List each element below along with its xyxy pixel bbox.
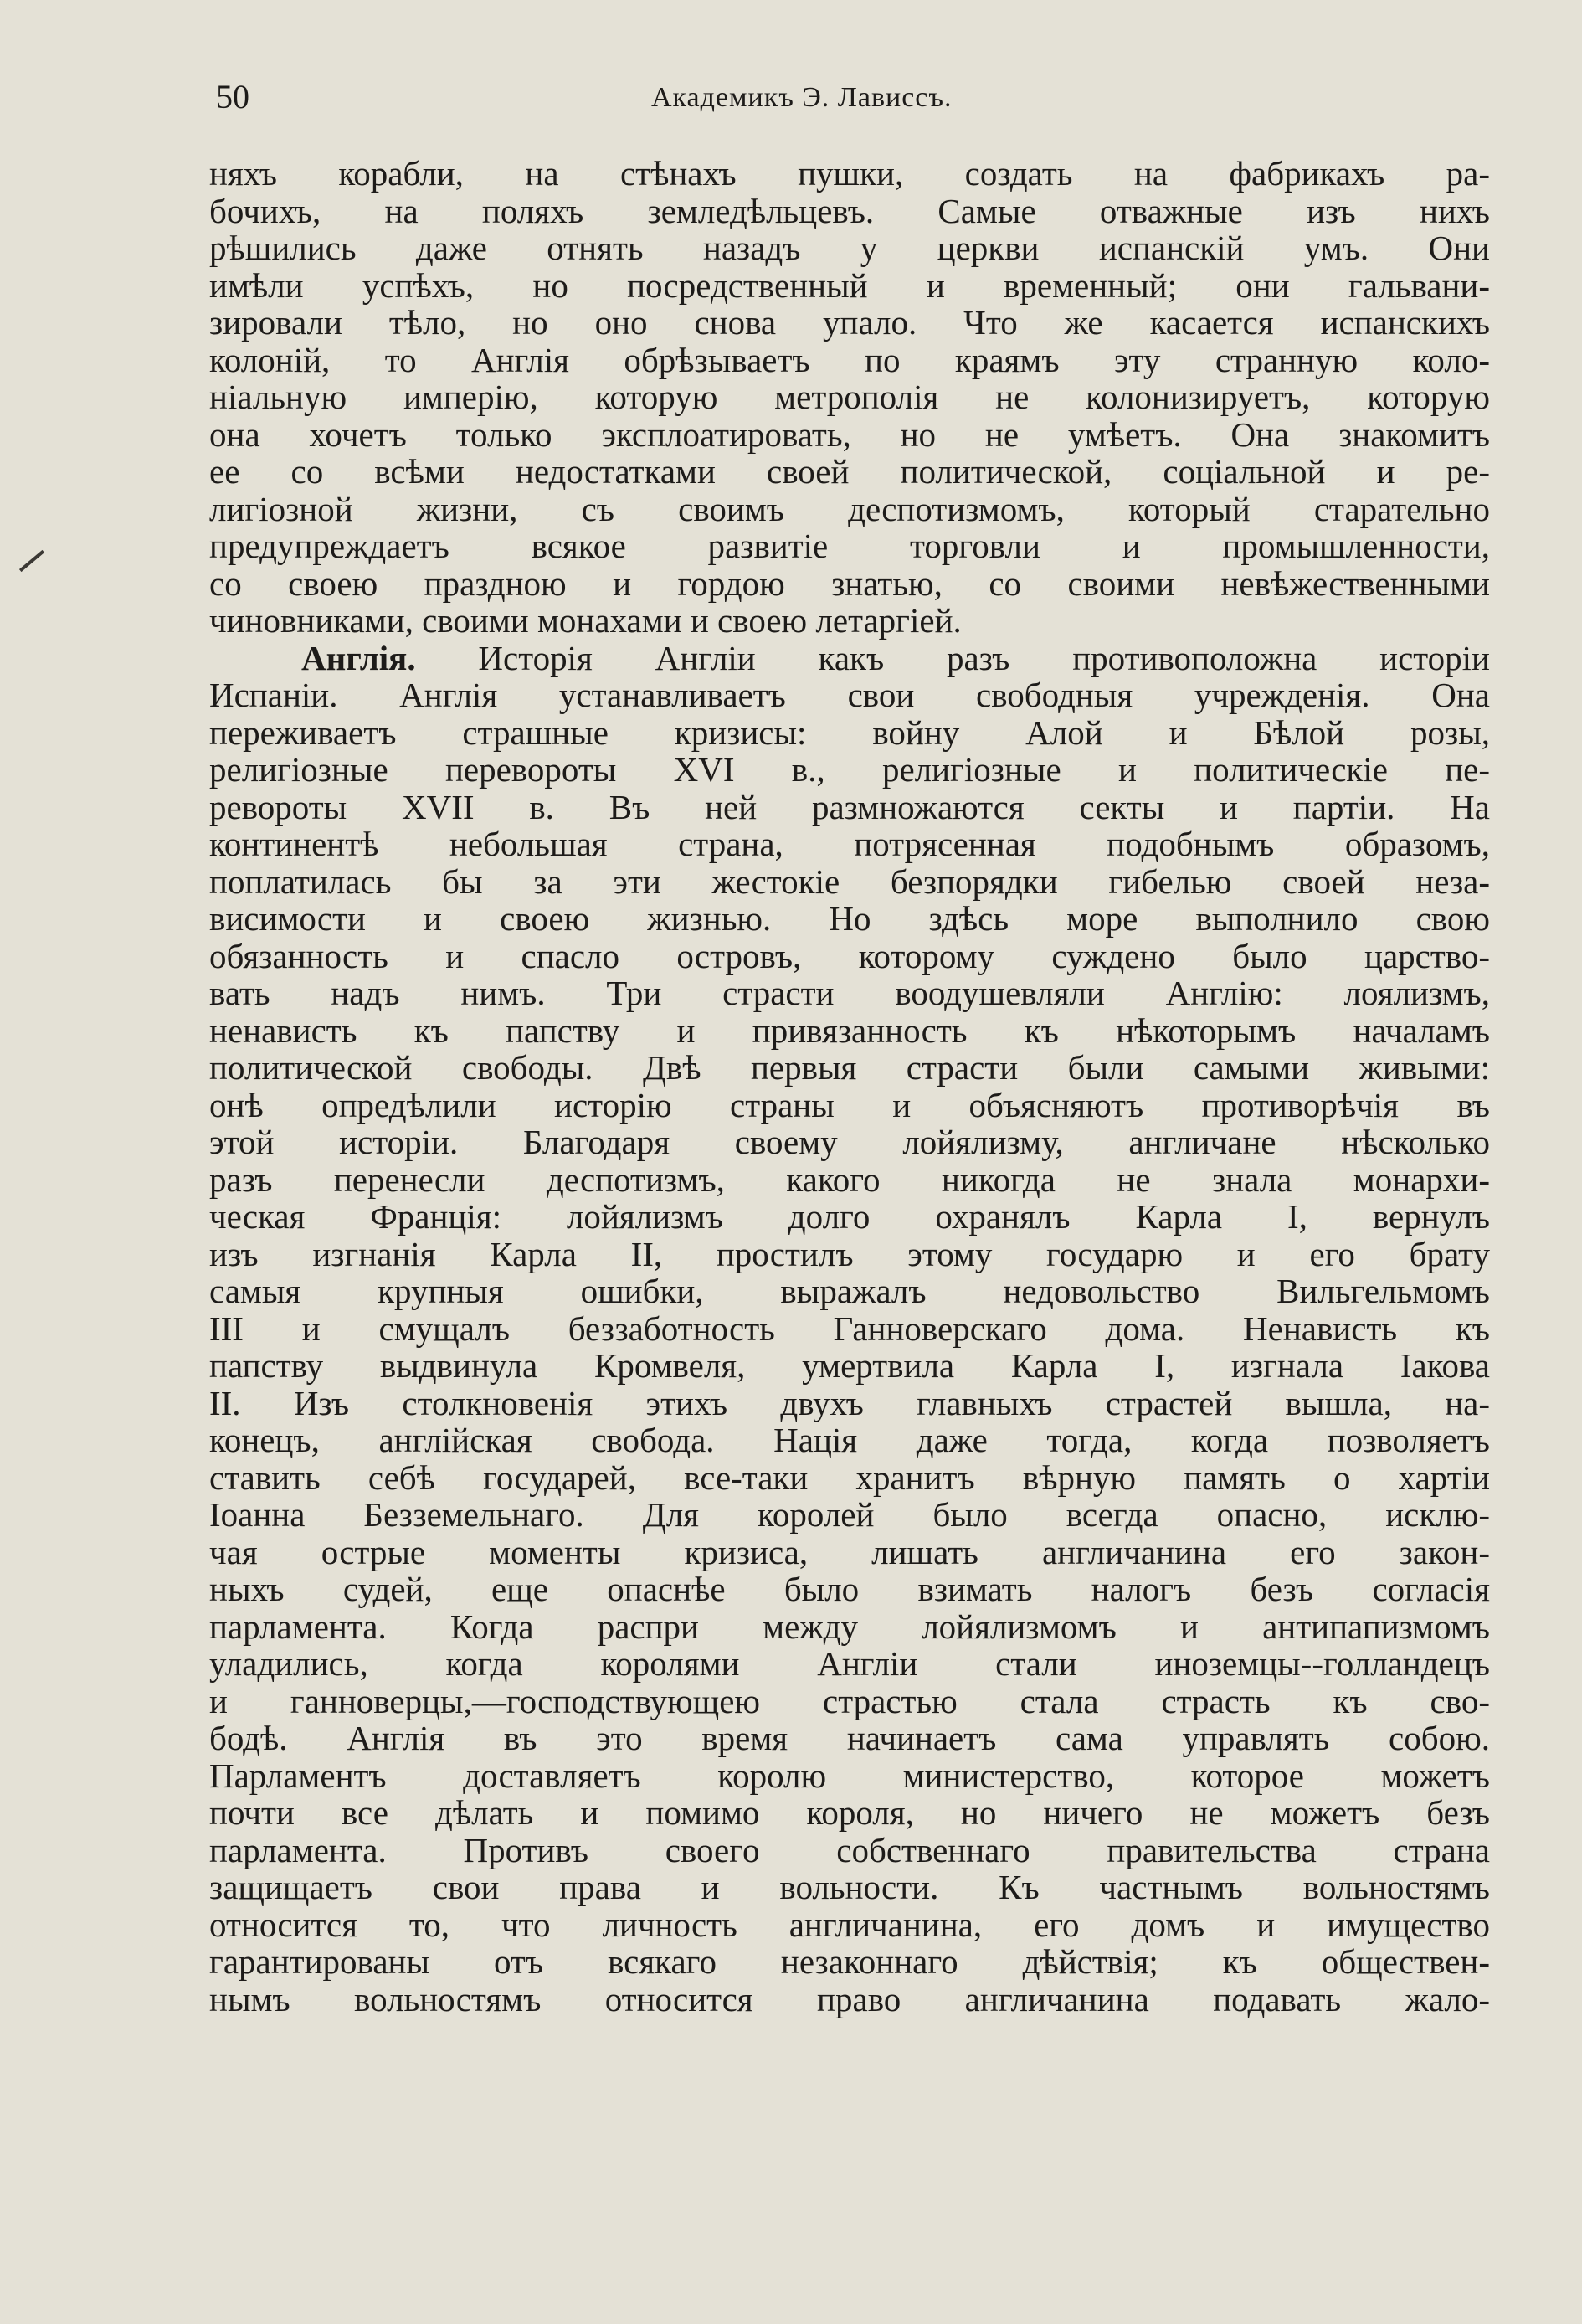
- text-line: предупреждаетъ всякое развитіе торговли и промышленности,: [209, 527, 1490, 565]
- margin-pencil-mark: [19, 550, 44, 572]
- text-line: папству выдвинула Кромвеля, умертвила Карла I, изгнала Іакова: [209, 1346, 1490, 1385]
- text-line: со своею праздною и гордою знатью, со своими невѣжественными: [209, 563, 1490, 603]
- text-line: ревороты XVII в. Въ ней размножаются секты и партіи. На: [209, 787, 1490, 826]
- text-line: разъ перенесли деспотизмъ, какого никогда не знала монархи-: [209, 1159, 1490, 1199]
- text-line: рѣшились даже отнять назадъ у церкви испанскій умъ. Они: [209, 229, 1490, 267]
- text-line: уладились, когда королями Англіи стали иноземцы--голландецъ: [209, 1644, 1490, 1683]
- text-line: няхъ корабли, на стѣнахъ пушки, создать на фабрикахъ ра-: [209, 154, 1490, 193]
- text-line: Іоанна Безземельнаго. Для королей было всегда опасно, исклю-: [209, 1495, 1490, 1534]
- body-text: [209, 155, 1490, 2018]
- text-line: ніальную имперію, которую метрополія не колонизируетъ, которую: [209, 378, 1490, 416]
- text-line: поплатилась бы за эти жестокіе безпорядки гибелью своей неза-: [209, 861, 1490, 901]
- text-line: имѣли успѣхъ, но посредственный и временный; они гальвани-: [209, 265, 1490, 305]
- text-line: переживаетъ страшные кризисы: войну Алой и Бѣлой розы,: [209, 712, 1490, 752]
- text-line: ненависть къ папству и привязанность къ нѣкоторымъ началамъ: [209, 1010, 1490, 1050]
- text-line: зировали тѣло, но оно снова упало. Что же касается испанскихъ: [209, 303, 1490, 342]
- text-line: Испаніи. Англія устанавливаетъ свои свободныя учрежденія. Она: [209, 676, 1490, 714]
- text-line: чиновниками, своими монахами и своею летаргіей.: [209, 601, 962, 640]
- text-line: колоній, то Англія обрѣзываетъ по краямъ эту странную коло-: [209, 340, 1490, 379]
- paragraph: [209, 640, 1490, 2018]
- line-text: Исторія Англіи какъ разъ противоположна исторіи: [415, 638, 1490, 677]
- text-line: III и смущалъ беззаботность Ганноверскаго дома. Ненависть къ: [209, 1309, 1490, 1348]
- text-line: изъ изгнанія Карла II, простилъ этому государю и его брату: [209, 1234, 1490, 1273]
- text-line: ческая Франція: лойялизмъ долго охранялъ Карла I, вернулъ: [209, 1197, 1490, 1236]
- text-line: парламента. Когда распри между лойялизмомъ и антипапизмомъ: [209, 1607, 1490, 1646]
- text-line: ее со всѣми недостатками своей политической, соціальной и ре-: [209, 452, 1490, 491]
- text-line: парламента. Противъ своего собственнаго правительства страна: [209, 1830, 1490, 1869]
- text-line: она хочетъ только эксплоатировать, но не умѣетъ. Она знакомитъ: [209, 414, 1490, 454]
- text-line: лигіозной жизни, съ своимъ деспотизмомъ, который старательно: [209, 489, 1490, 528]
- text-line: континентѣ небольшая страна, потрясенная подобнымъ образомъ,: [209, 825, 1490, 863]
- page-number: 50: [216, 78, 249, 116]
- text-line: религіозные перевороты XVI в., религіозные и политическіе пе-: [209, 750, 1490, 789]
- text-line: обязанность и спасло островъ, которому суждено было царство-: [209, 936, 1490, 975]
- text-line: висимости и своею жизнью. Но здѣсь море выполнило свою: [209, 899, 1490, 938]
- text-line: почти все дѣлать и помимо короля, но ничего не можетъ безъ: [209, 1793, 1490, 1832]
- text-line: вать надъ нимъ. Три страсти воодушевляли Англію: лоялизмъ,: [209, 974, 1490, 1012]
- paragraph: [209, 155, 1490, 640]
- page-header: [0, 69, 1582, 127]
- text-line: ныхъ судей, еще опаснѣе было взимать налогъ безъ согласія: [209, 1570, 1490, 1608]
- text-line: конецъ, англійская свобода. Нація даже тогда, когда позволяетъ: [209, 1421, 1490, 1459]
- text-line: онѣ опредѣлили исторію страны и объясняютъ противорѣчія въ: [209, 1085, 1490, 1124]
- text-line: бодѣ. Англія въ это время начинаетъ сама управлять собою.: [209, 1719, 1490, 1757]
- text-line: этой исторіи. Благодаря своему лойялизму, англичане нѣсколько: [209, 1123, 1490, 1161]
- text-line: защищаетъ свои права и вольности. Къ частнымъ вольностямъ: [209, 1868, 1490, 1906]
- text-line: гарантированы отъ всякаго незаконнаго дѣйствія; къ обществен-: [209, 1942, 1490, 1981]
- text-line: нымъ вольностямъ относится право англичанина подавать жало-: [209, 1979, 1490, 2018]
- text-line: и ганноверцы,—господствующею страстью стала страсть къ сво-: [209, 1681, 1490, 1720]
- text-line: Парламентъ доставляетъ королю министерство, которое можетъ: [209, 1756, 1490, 1795]
- text-line: самыя крупныя ошибки, выражалъ недовольство Вильгельмомъ: [209, 1272, 1490, 1310]
- text-line: [209, 640, 1490, 677]
- section-lead: Англія.: [301, 638, 416, 677]
- text-line: чая острые моменты кризиса, лишать англичанина его закон-: [209, 1532, 1490, 1571]
- text-line: относится то, что личность англичанина, его домъ и имущество: [209, 1905, 1490, 1944]
- text-line: политической свободы. Двѣ первыя страсти были самыми живыми:: [209, 1048, 1490, 1087]
- text-line: ставить себѣ государей, все-таки хранитъ вѣрную память о хартіи: [209, 1458, 1490, 1497]
- text-line: бочихъ, на поляхъ земледѣльцевъ. Самые отважные изъ нихъ: [209, 191, 1490, 230]
- text-line: II. Изъ столкновенія этихъ двухъ главныхъ страстей вышла, на-: [209, 1383, 1490, 1422]
- running-head: Академикъ Э. Лависсъ.: [651, 82, 953, 113]
